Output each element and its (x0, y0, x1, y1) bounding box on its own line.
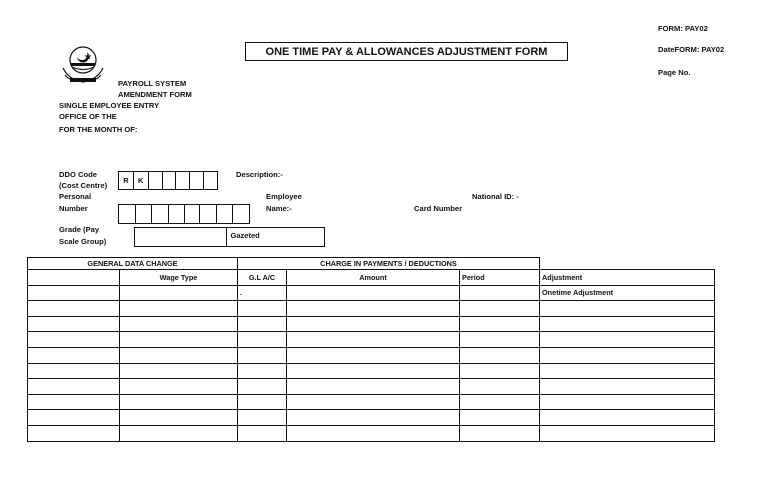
cell-period[interactable] (460, 410, 540, 426)
org-line-2: AMENDMENT FORM (118, 90, 192, 99)
for-the-month-of: FOR THE MONTH OF: (59, 125, 138, 134)
col-header-wage-type: Wage Type (120, 270, 238, 286)
cell-gl-ac[interactable] (238, 363, 287, 379)
single-employee-entry: SINGLE EMPLOYEE ENTRY (59, 101, 160, 110)
card-number-label: Card Number (414, 204, 463, 213)
cell-gl-ac[interactable] (238, 316, 287, 332)
cell-general[interactable] (28, 332, 120, 348)
cell-wage-type[interactable] (120, 285, 238, 301)
cell-period[interactable] (460, 425, 540, 441)
cell-amount[interactable] (287, 316, 460, 332)
org-line-1: PAYROLL SYSTEM (118, 79, 187, 88)
cell-wage-type[interactable] (120, 425, 238, 441)
cell-wage-type[interactable] (120, 347, 238, 363)
cell-general[interactable] (28, 347, 120, 363)
cell-gl-ac[interactable] (238, 410, 287, 426)
grade-label-line2: Scale Group) (59, 237, 107, 246)
personal-number-label-line2: Number (59, 204, 88, 213)
cell-general[interactable] (28, 316, 120, 332)
charge-payments-header: CHARGE IN PAYMENTS / DEDUCTIONS (238, 258, 540, 270)
table-row (28, 301, 715, 317)
cell-gl-ac[interactable] (238, 347, 287, 363)
personal-box-8[interactable] (233, 205, 250, 223)
gazetted-box[interactable] (227, 228, 325, 246)
cell-wage-type[interactable] (120, 410, 238, 426)
personal-number-boxes[interactable] (118, 204, 250, 224)
table-row (28, 379, 715, 395)
grade-boxes[interactable] (134, 227, 325, 247)
personal-box-5[interactable] (185, 205, 201, 223)
cell-adjustment[interactable] (540, 363, 715, 379)
cell-period[interactable] (460, 394, 540, 410)
cell-general[interactable] (28, 301, 120, 317)
cell-period[interactable] (460, 316, 540, 332)
general-data-change-header: GENERAL DATA CHANGE (28, 258, 238, 270)
grade-input-box[interactable] (135, 228, 227, 246)
office-of-the: OFFICE OF THE (59, 112, 117, 121)
personal-box-2[interactable] (136, 205, 152, 223)
employee-name-label-line1: Employee (266, 192, 302, 201)
cell-adjustment[interactable] (540, 379, 715, 395)
cell-period[interactable] (460, 285, 540, 301)
government-emblem-logo (60, 44, 106, 86)
cell-wage-type[interactable] (120, 301, 238, 317)
ddo-box-7[interactable] (204, 172, 218, 189)
grade-label-line1: Grade (Pay (59, 225, 100, 234)
cell-amount[interactable] (287, 379, 460, 395)
ddo-code-label: DDO Code (59, 170, 97, 179)
cell-adjustment[interactable] (540, 347, 715, 363)
form-title: ONE TIME PAY & ALLOWANCES ADJUSTMENT FORM (245, 42, 568, 61)
table-row (28, 285, 715, 301)
table-row (28, 410, 715, 426)
table-column-header-row (28, 270, 715, 286)
ddo-box-1[interactable]: R (119, 172, 134, 189)
cell-adjustment[interactable] (540, 425, 715, 441)
adjustment-table (27, 257, 715, 442)
cell-period[interactable] (460, 347, 540, 363)
table-row (28, 332, 715, 348)
ddo-box-3[interactable] (149, 172, 163, 189)
cell-wage-type[interactable] (120, 379, 238, 395)
cell-gl-ac[interactable] (238, 332, 287, 348)
table-row (28, 425, 715, 441)
col-header-adjustment: Adjustment (540, 270, 715, 286)
cell-adjustment[interactable] (540, 410, 715, 426)
cell-amount[interactable] (287, 301, 460, 317)
cell-period[interactable] (460, 363, 540, 379)
ddo-box-2[interactable]: K (134, 172, 149, 189)
personal-box-6[interactable] (200, 205, 217, 223)
cost-centre-label: (Cost Centre) (59, 181, 108, 190)
cell-amount[interactable] (287, 363, 460, 379)
cell-adjustment[interactable] (540, 394, 715, 410)
ddo-box-5[interactable] (176, 172, 190, 189)
cell-adjustment[interactable] (540, 316, 715, 332)
cell-gl-ac[interactable] (238, 301, 287, 317)
cell-adjustment[interactable] (540, 301, 715, 317)
personal-number-label-line1: Personal (59, 192, 92, 201)
cell-amount[interactable] (287, 394, 460, 410)
cell-amount[interactable] (287, 285, 460, 301)
ddo-box-4[interactable] (163, 172, 177, 189)
cell-wage-type[interactable] (120, 363, 238, 379)
table-row (28, 394, 715, 410)
cell-general[interactable] (28, 410, 120, 426)
cell-general[interactable] (28, 363, 120, 379)
cell-general[interactable] (28, 394, 120, 410)
gazetted-label: Gazeted (230, 231, 260, 240)
cell-wage-type[interactable] (120, 316, 238, 332)
col-header-period: Period (460, 270, 540, 286)
table-row (28, 363, 715, 379)
cell-gl-ac[interactable] (238, 394, 287, 410)
table-group-header-row (28, 258, 715, 270)
cell-period[interactable] (460, 301, 540, 317)
cell-wage-type[interactable] (120, 332, 238, 348)
cell-amount[interactable] (287, 425, 460, 441)
ddo-box-6[interactable] (190, 172, 204, 189)
personal-box-1[interactable] (119, 205, 136, 223)
description-label: Description:- (236, 170, 283, 179)
cell-amount[interactable] (287, 347, 460, 363)
employee-name-label-line2: Name:- (266, 204, 292, 213)
form-code: FORM: PAY02 (658, 24, 708, 33)
national-id-label: National ID: - (472, 192, 519, 201)
personal-box-7[interactable] (217, 205, 233, 223)
personal-box-3[interactable] (152, 205, 169, 223)
cell-wage-type[interactable] (120, 394, 238, 410)
cell-general[interactable] (28, 285, 120, 301)
group-header-spacer (540, 258, 715, 270)
cell-gl-ac[interactable] (238, 425, 287, 441)
page-number-label: Page No. (658, 68, 691, 77)
cell-adjustment[interactable] (540, 332, 715, 348)
cell-general[interactable] (28, 379, 120, 395)
cell-gl-ac[interactable] (238, 379, 287, 395)
cell-gl-ac[interactable]: . (238, 285, 287, 301)
personal-box-4[interactable] (169, 205, 185, 223)
col-header-blank (28, 270, 120, 286)
col-header-amount: Amount (287, 270, 460, 286)
table-row (28, 316, 715, 332)
table-row (28, 347, 715, 363)
cell-amount[interactable] (287, 332, 460, 348)
ddo-code-boxes[interactable] (118, 171, 218, 190)
cell-adjustment[interactable]: Onetime Adjustment (540, 285, 715, 301)
cell-general[interactable] (28, 425, 120, 441)
cell-amount[interactable] (287, 410, 460, 426)
date-form-code: DateFORM: PAY02 (658, 45, 725, 54)
cell-period[interactable] (460, 379, 540, 395)
col-header-gl-ac: G.L A/C (238, 270, 287, 286)
cell-period[interactable] (460, 332, 540, 348)
